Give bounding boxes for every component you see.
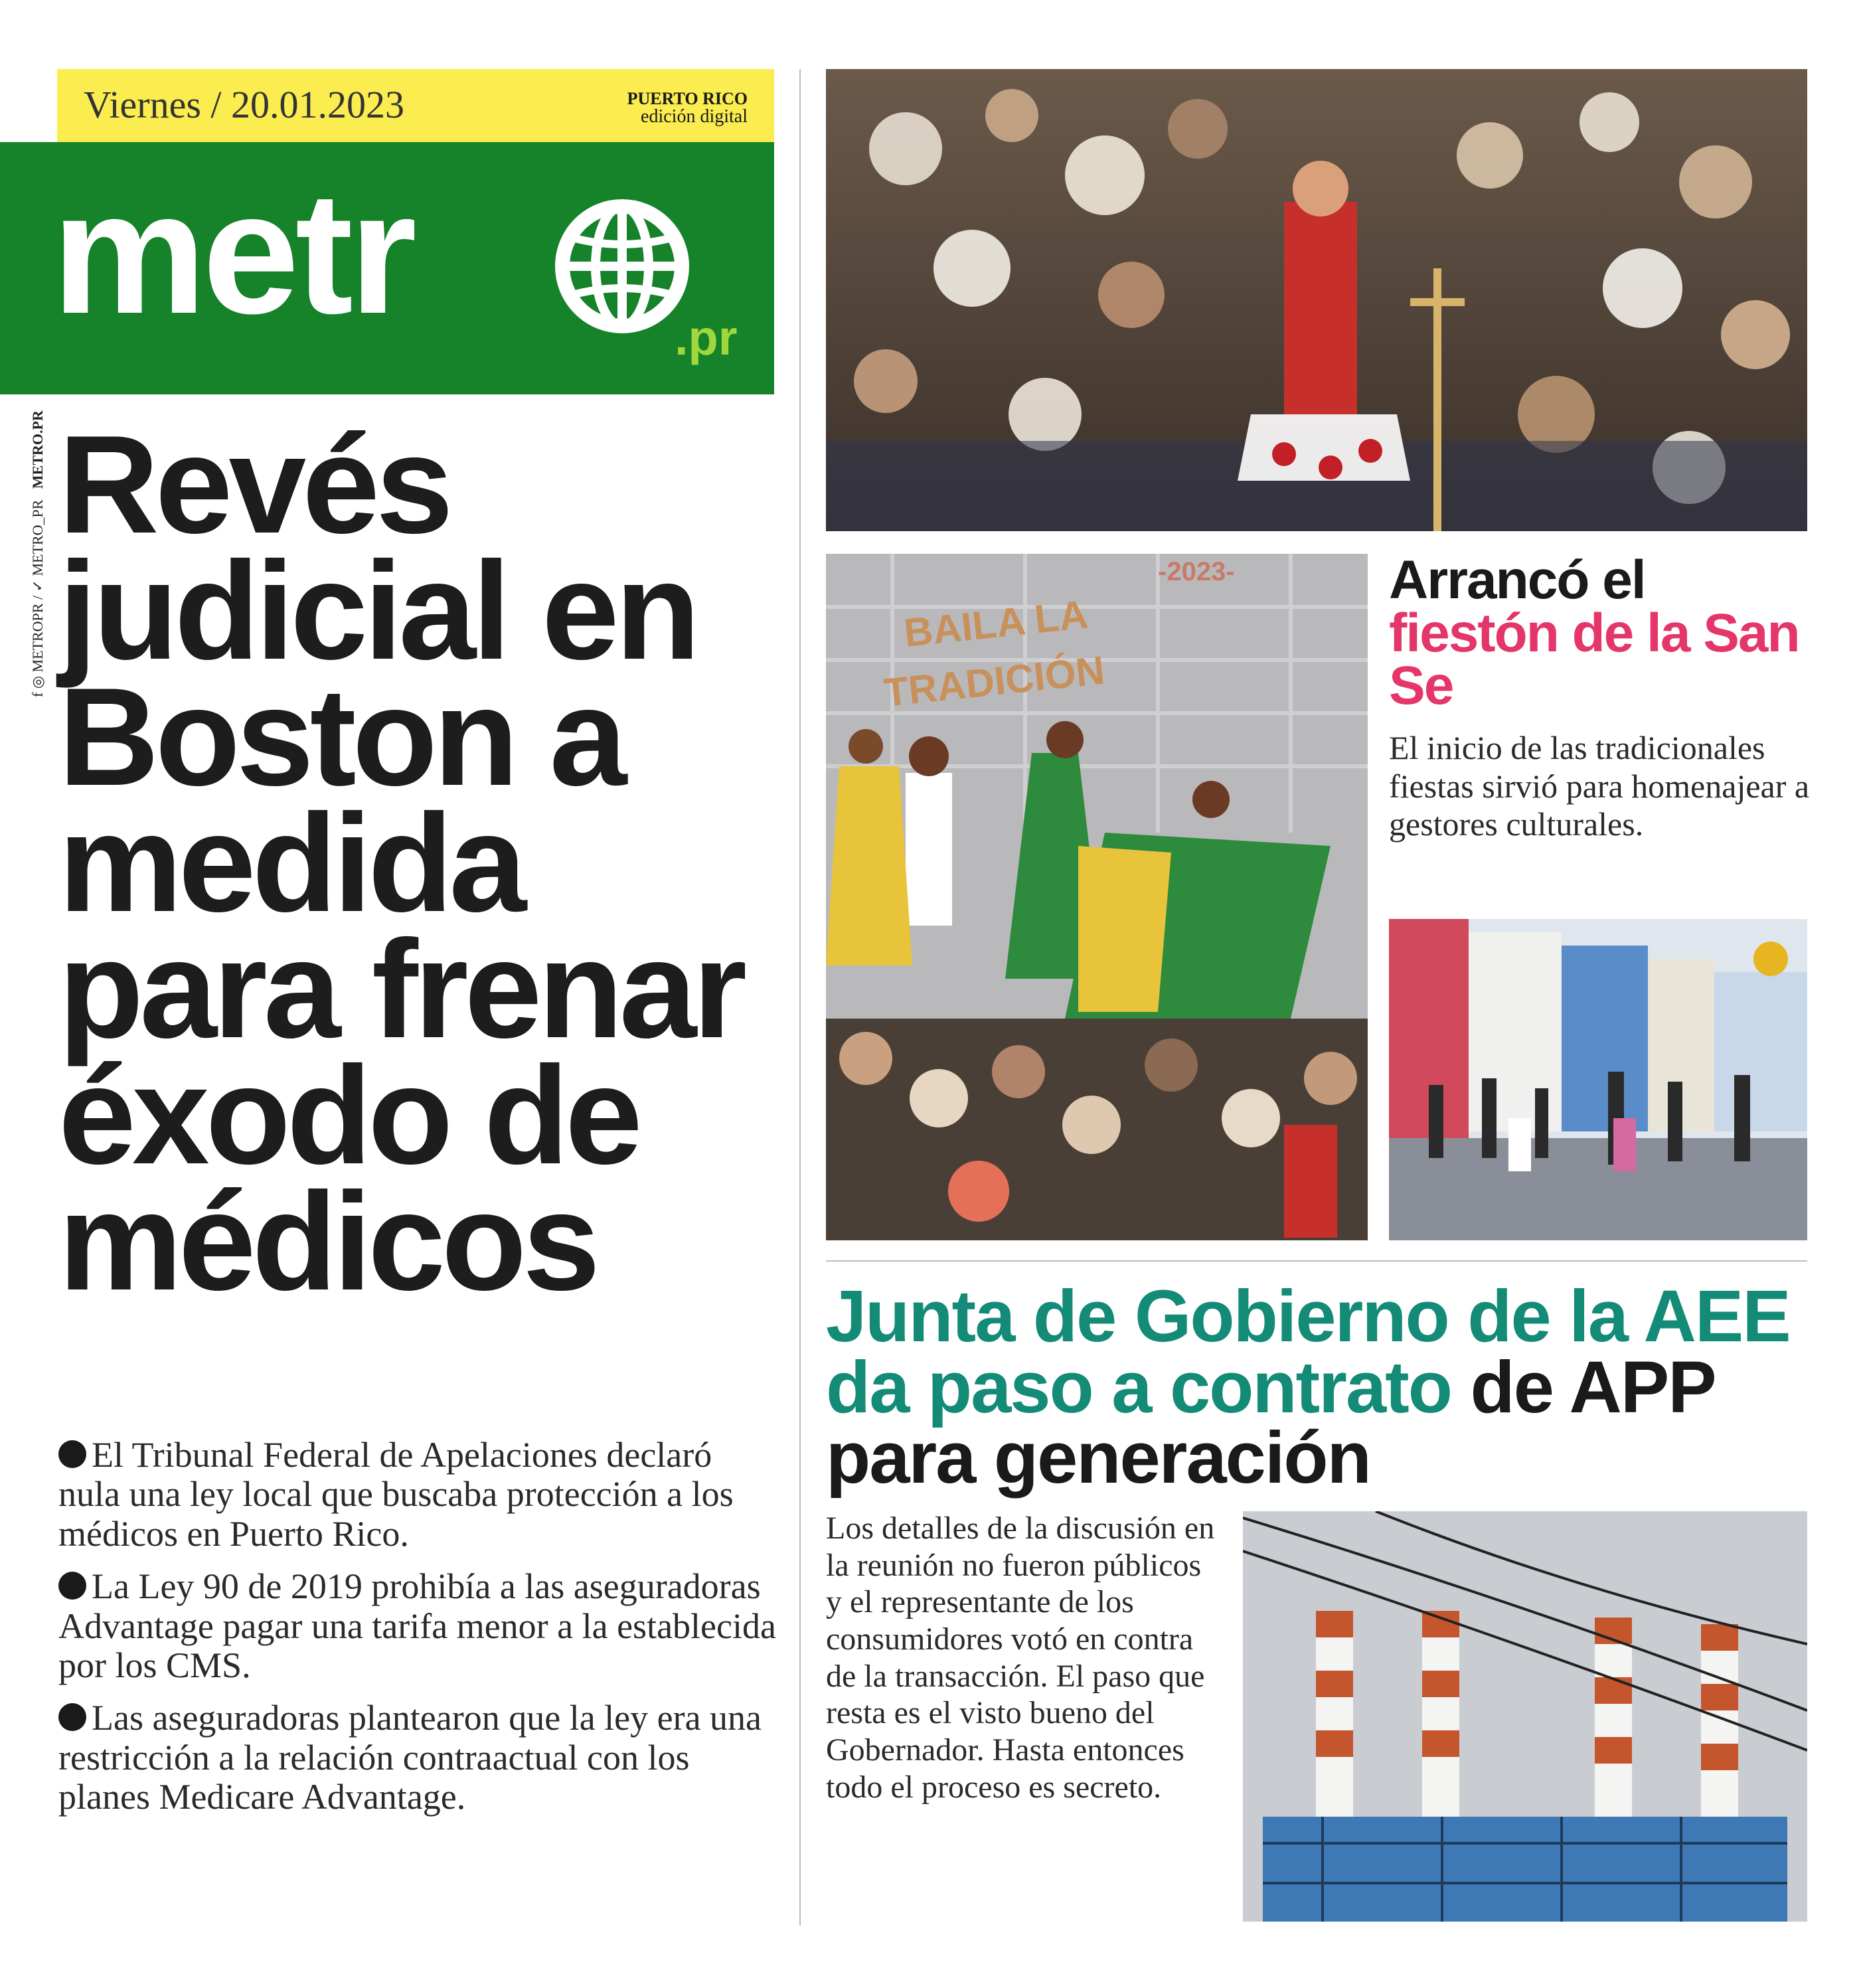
social-icons: f ◎ — [29, 672, 46, 697]
power-plant-photo[interactable] — [1243, 1511, 1807, 1922]
metro-logo[interactable] — [0, 142, 774, 394]
issue-date: Viernes / 20.01.2023 — [84, 83, 405, 126]
bullet-dot-icon — [58, 1440, 86, 1468]
bullet-item: La Ley 90 de 2019 prohibía a las aseguradoras Advantage pagar una tarifa menor a la establecida por los CMS. — [58, 1566, 776, 1685]
festival-summary: El inicio de las tradicionales fiestas sirvió para homenajear a gestores culturales. — [1389, 729, 1810, 843]
logo-wordmark: metr — [52, 155, 413, 350]
festival-headline-lead: Arrancó el — [1389, 550, 1645, 610]
bullet-item: Las aseguradoras plantearon que la ley era una restricción a la relación contraactual con los planes Medicare Advantage. — [58, 1698, 762, 1817]
edition-type: edición digital — [641, 106, 748, 127]
social-handles: f ◎ METROPR / ✓ METRO_PR METRO.PR — [29, 410, 46, 697]
main-headline[interactable]: Revés judicial en Boston a medida para frenar éxodo de médicos — [58, 406, 744, 1320]
main-bullets — [58, 1436, 782, 1831]
bullet-dot-icon — [58, 1572, 86, 1600]
aee-summary: Los detalles de la discusión en la reunión no fueron públicos y el representante de los consumidores votó en contra de la transacción. El paso que resta es el visto bueno del Gobernador. Hasta entonces todo el proceso es secreto. — [826, 1511, 1215, 1805]
date-band — [57, 69, 774, 142]
handle-twitter[interactable]: METRO_PR — [29, 499, 46, 576]
festival-headline-highlight: fiestón de la San Se — [1389, 602, 1799, 716]
section-divider — [826, 1260, 1807, 1262]
region-label: PUERTO RICO — [627, 89, 748, 108]
aee-headline-rest: de APP para generación — [826, 1346, 1714, 1499]
banner-line-2: TRADICIÓN — [882, 647, 1107, 715]
handle-facebook[interactable]: METROPR — [29, 603, 46, 673]
aee-headline[interactable] — [826, 1276, 1809, 1499]
handle-web[interactable]: METRO.PR — [29, 410, 46, 489]
banner-line-1: BAILA LA — [902, 592, 1090, 655]
bullet-dot-icon — [58, 1703, 86, 1731]
aee-headline-highlight: Junta de Gobierno de la AEE da paso a contrato — [826, 1276, 1790, 1428]
banner-year: -2023- — [1158, 557, 1235, 586]
bullet-item: El Tribunal Federal de Apelaciones declaró nula una ley local que buscaba protección a los médicos en Puerto Rico. — [58, 1435, 734, 1554]
festival-headline[interactable] — [1389, 550, 1840, 716]
edition-label — [627, 90, 748, 126]
festival-stage-photo[interactable] — [826, 554, 1368, 1240]
globe-icon — [552, 197, 692, 336]
street-photo[interactable] — [1389, 919, 1807, 1240]
procession-photo[interactable] — [826, 69, 1807, 531]
logo-domain: .pr — [675, 310, 738, 365]
column-divider — [799, 69, 801, 1926]
